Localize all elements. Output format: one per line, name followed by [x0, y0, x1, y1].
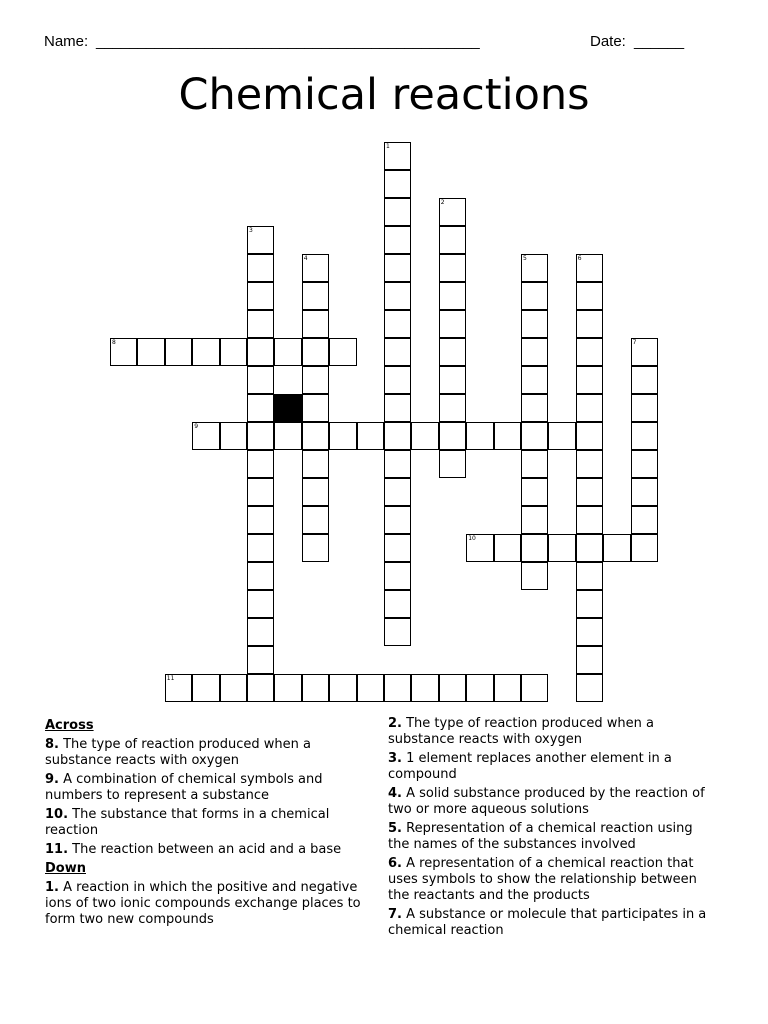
crossword-cell[interactable] — [247, 338, 274, 366]
clue-number: 4. — [388, 786, 402, 801]
crossword-cell[interactable] — [521, 674, 548, 702]
crossword-cell[interactable] — [384, 198, 411, 226]
crossword-cell[interactable] — [384, 394, 411, 422]
crossword-cell[interactable] — [384, 590, 411, 618]
date-label: Date: — [590, 33, 626, 50]
crossword-cell[interactable] — [631, 338, 658, 366]
crossword-cell[interactable] — [439, 198, 466, 226]
crossword-cell[interactable] — [384, 450, 411, 478]
clue-number-label: 4 — [303, 255, 308, 262]
crossword-cell[interactable] — [302, 282, 329, 310]
clue-across-10 — [45, 807, 380, 839]
crossword-cell[interactable] — [466, 674, 493, 702]
crossword-cell[interactable] — [247, 618, 274, 646]
crossword-cell[interactable] — [411, 422, 438, 450]
crossword-cell[interactable] — [384, 338, 411, 366]
crossword-cell[interactable] — [384, 282, 411, 310]
crossword-cell[interactable] — [384, 254, 411, 282]
crossword-cell[interactable] — [302, 674, 329, 702]
crossword-cell[interactable] — [247, 226, 274, 254]
clue-number-label: 2 — [440, 199, 445, 206]
clue-text: The type of reaction produced when a substance reacts with oxygen — [45, 737, 311, 768]
clue-number: 2. — [388, 716, 402, 731]
crossword-cell[interactable] — [576, 534, 603, 562]
crossword-cell[interactable] — [384, 366, 411, 394]
crossword-cell[interactable] — [494, 674, 521, 702]
crossword-cell[interactable] — [384, 226, 411, 254]
crossword-cell[interactable] — [384, 170, 411, 198]
crossword-cell[interactable] — [439, 394, 466, 422]
crossword-cell[interactable] — [247, 310, 274, 338]
clue-number: 5. — [388, 821, 402, 836]
crossword-cell[interactable] — [302, 254, 329, 282]
clue-down-2 — [388, 716, 718, 748]
crossword-cell[interactable] — [384, 310, 411, 338]
crossword-cell[interactable] — [247, 478, 274, 506]
crossword-cell[interactable] — [302, 422, 329, 450]
clue-number: 1. — [45, 880, 59, 895]
crossword-cell[interactable] — [439, 226, 466, 254]
clue-number: 8. — [45, 737, 59, 752]
crossword-cell[interactable] — [631, 478, 658, 506]
crossword-cell[interactable] — [137, 338, 164, 366]
clue-across-9 — [45, 772, 380, 804]
crossword-cell[interactable] — [576, 506, 603, 534]
clue-text: A substance or molecule that participates in a chemical reaction — [388, 907, 707, 938]
crossword-cell[interactable] — [439, 282, 466, 310]
crossword-cell[interactable] — [576, 254, 603, 282]
crossword-cell[interactable] — [302, 366, 329, 394]
crossword-cell[interactable] — [576, 394, 603, 422]
clue-number-label: 8 — [112, 339, 116, 346]
crossword-cell[interactable] — [110, 338, 137, 366]
crossword-cell[interactable] — [274, 338, 301, 366]
clue-down-5 — [388, 821, 718, 853]
down-heading: Down — [45, 861, 86, 876]
crossword-cell[interactable] — [576, 310, 603, 338]
crossword-cell[interactable] — [494, 422, 521, 450]
crossword-cell[interactable] — [521, 506, 548, 534]
crossword-cell[interactable] — [631, 394, 658, 422]
clue-number: 9. — [45, 772, 59, 787]
crossword-cell[interactable] — [247, 254, 274, 282]
clue-text: The reaction between an acid and a base — [68, 842, 342, 857]
crossword-cell[interactable] — [247, 450, 274, 478]
clue-number: 10. — [45, 807, 69, 822]
clue-number-label: 3 — [249, 227, 253, 234]
crossword-cell[interactable] — [576, 562, 603, 590]
crossword-cell[interactable] — [302, 534, 329, 562]
clue-number: 6. — [388, 856, 402, 871]
crossword-cell[interactable] — [247, 282, 274, 310]
crossword-cell[interactable] — [439, 310, 466, 338]
crossword-cell[interactable] — [165, 338, 192, 366]
clue-list — [0, 716, 768, 1016]
clue-number-label: 5 — [523, 255, 527, 262]
crossword-cell[interactable] — [247, 534, 274, 562]
crossword-cell[interactable] — [220, 422, 247, 450]
crossword-cell[interactable] — [192, 674, 219, 702]
crossword-cell[interactable] — [247, 422, 274, 450]
clue-down-3 — [388, 751, 718, 783]
crossword-cell[interactable] — [165, 674, 192, 702]
crossword-cell[interactable] — [576, 422, 603, 450]
clue-number: 11. — [45, 842, 69, 857]
crossword-cell[interactable] — [220, 338, 247, 366]
clue-text: Representation of a chemical reaction using the names of the substances involved — [388, 821, 693, 852]
clue-text: 1 element replaces another element in a compound — [388, 751, 672, 782]
crossword-cell[interactable] — [247, 366, 274, 394]
crossword-cell[interactable] — [384, 478, 411, 506]
crossword-cell[interactable] — [329, 422, 356, 450]
crossword-cell[interactable] — [603, 534, 630, 562]
crossword-cell[interactable] — [247, 506, 274, 534]
crossword-cell[interactable] — [439, 254, 466, 282]
crossword-cell[interactable] — [576, 478, 603, 506]
name-blank-line[interactable]: ______________________________________________ — [96, 33, 480, 50]
crossword-cell[interactable] — [576, 366, 603, 394]
clue-number-label: 7 — [632, 339, 637, 346]
across-heading: Across — [45, 718, 94, 733]
crossword-cell[interactable] — [631, 534, 658, 562]
clue-down-4 — [388, 786, 718, 818]
crossword-cell[interactable] — [247, 562, 274, 590]
crossword-cell[interactable] — [521, 394, 548, 422]
crossword-cell[interactable] — [384, 562, 411, 590]
crossword-cell[interactable] — [247, 674, 274, 702]
clue-text: A reaction in which the positive and negative ions of two ionic compounds exchange places to form two new compounds — [45, 880, 361, 927]
clue-number: 7. — [388, 907, 402, 922]
clue-number-label: 6 — [577, 255, 582, 262]
crossword-cell[interactable] — [521, 366, 548, 394]
crossword-cell[interactable] — [192, 422, 219, 450]
crossword-cell[interactable] — [521, 310, 548, 338]
crossword-cell[interactable] — [521, 450, 548, 478]
page-title: Chemical reactions — [178, 70, 590, 120]
crossword-cell[interactable] — [411, 674, 438, 702]
crossword-cell[interactable] — [329, 674, 356, 702]
crossword-cell[interactable] — [302, 310, 329, 338]
clue-text: A combination of chemical symbols and numbers to represent a substance — [45, 772, 323, 803]
crossword-cell[interactable] — [274, 674, 301, 702]
crossword-cell[interactable] — [494, 534, 521, 562]
clue-number-label: 9 — [194, 423, 199, 430]
crossword-cell[interactable] — [521, 254, 548, 282]
crossword-cell[interactable] — [302, 394, 329, 422]
crossword-cell[interactable] — [521, 282, 548, 310]
clue-text: The type of reaction produced when a substance reacts with oxygen — [388, 716, 654, 747]
crossword-cell[interactable] — [329, 338, 356, 366]
clue-number: 3. — [388, 751, 402, 766]
crossword-cell[interactable] — [302, 478, 329, 506]
crossword-cell[interactable] — [247, 590, 274, 618]
clue-number-label: 11 — [166, 675, 175, 682]
crossword-cell[interactable] — [192, 338, 219, 366]
crossword-cell[interactable] — [357, 674, 384, 702]
crossword-cell[interactable] — [521, 478, 548, 506]
date-blank-line[interactable]: ______ — [634, 33, 685, 50]
clue-text: A representation of a chemical reaction that uses symbols to show the relationship between the reactants and the products — [388, 856, 697, 903]
crossword-cell[interactable] — [466, 422, 493, 450]
clue-down-6 — [388, 856, 718, 904]
clue-down-7 — [388, 907, 718, 939]
crossword-cell[interactable] — [576, 282, 603, 310]
crossword-cell[interactable] — [302, 506, 329, 534]
clue-column-right — [388, 716, 718, 942]
crossword-cell[interactable] — [357, 422, 384, 450]
black-cell — [274, 394, 301, 422]
clue-down-1 — [45, 880, 380, 928]
clue-text: A solid substance produced by the reaction of two or more aqueous solutions — [388, 786, 705, 817]
clue-column-left — [45, 716, 380, 931]
crossword-cell[interactable] — [274, 422, 301, 450]
crossword-cell[interactable] — [384, 142, 411, 170]
crossword-cell[interactable] — [466, 534, 493, 562]
crossword-cell[interactable] — [631, 450, 658, 478]
crossword-cell[interactable] — [521, 422, 548, 450]
crossword-cell[interactable] — [439, 422, 466, 450]
crossword-cell[interactable] — [521, 534, 548, 562]
crossword-cell[interactable] — [576, 646, 603, 674]
name-label: Name: — [44, 33, 89, 50]
crossword-cell[interactable] — [631, 506, 658, 534]
clue-text: The substance that forms in a chemical reaction — [45, 807, 330, 838]
clue-across-8 — [45, 737, 380, 769]
crossword-cell[interactable] — [548, 534, 575, 562]
crossword-cell[interactable] — [384, 618, 411, 646]
clue-number-label: 1 — [386, 143, 390, 150]
crossword-cell[interactable] — [631, 366, 658, 394]
crossword-cell[interactable] — [576, 338, 603, 366]
crossword-cell[interactable] — [247, 646, 274, 674]
crossword-cell[interactable] — [439, 366, 466, 394]
crossword-cell[interactable] — [302, 338, 329, 366]
crossword-cell[interactable] — [521, 338, 548, 366]
crossword-cell[interactable] — [439, 674, 466, 702]
crossword-cell[interactable] — [631, 422, 658, 450]
crossword-cell[interactable] — [302, 450, 329, 478]
crossword-cell[interactable] — [439, 338, 466, 366]
crossword-cell[interactable] — [439, 450, 466, 478]
crossword-cell[interactable] — [384, 674, 411, 702]
crossword-cell[interactable] — [548, 422, 575, 450]
crossword-cell[interactable] — [576, 618, 603, 646]
crossword-cell[interactable] — [384, 422, 411, 450]
crossword-cell[interactable] — [384, 506, 411, 534]
crossword-cell[interactable] — [384, 534, 411, 562]
clue-number-label: 10 — [468, 535, 476, 542]
crossword-cell[interactable] — [576, 450, 603, 478]
crossword-cell[interactable] — [521, 562, 548, 590]
crossword-cell[interactable] — [576, 590, 603, 618]
crossword-cell[interactable] — [220, 674, 247, 702]
crossword-cell[interactable] — [576, 674, 603, 702]
crossword-cell[interactable] — [247, 394, 274, 422]
clue-across-11 — [45, 842, 380, 858]
